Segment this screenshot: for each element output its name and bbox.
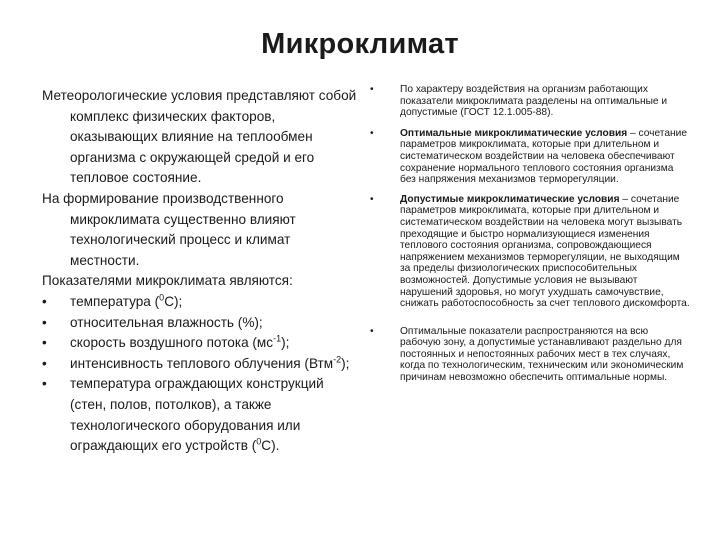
right-item-text: – сочетание параметров микроклимата, которые при длительном и систематическом воздействии на человека обеспечивают сохранение нормального теплового состояния организма без напряжения механизмов терморегуляции.: [400, 127, 687, 186]
bullet-marker: •: [370, 193, 374, 205]
right-item-text: По характеру воздействия на организм работающих показатели микроклимата разделены на оптимальные и допустимые (ГОСТ 12.1.005-88).: [400, 84, 668, 119]
right-item-text: Оптимальные показатели распространяются на всю рабочую зону, а допустимые устанавливают раздельно для постоянных и непостоянных рабочих мест в тех случаях, когда по технологическим, техническим или экономическим причинам невозможно обеспечить оптимальные нормы.: [400, 325, 684, 384]
indicator-superscript: 0: [159, 292, 165, 303]
right-item-text: – сочетание параметров микроклимата, которые при длительном и систематическом воздействии на человека могут вызывать преходящие и быстро нормализующиеся изменения теплового состояния организма, сопровождающиеся напряжением механизмов терморегуляции, не выходящим за пределы физиологических приспособительных возможностей. Допустимые условия не вызывают нарушений здоровья, но могут ухудшать самочувствие, снижать работоспособность за счет теплового дискомфорта.: [400, 193, 690, 310]
indicator-text: интенсивность теплового облучения (Втм: [70, 355, 334, 371]
right-item-scope: [370, 326, 690, 384]
indicator-text: скорость воздушного потока (мс: [70, 335, 274, 351]
right-item-term: Допустимые микроклиматические условия: [400, 193, 620, 205]
right-item-optimal: [370, 128, 690, 186]
indicator-superscript: -1: [273, 333, 282, 344]
paragraph-definition: Метеорологические условия представляют собой комплекс физических факторов, оказывающих влияние на теплообмен организма с окружающей средой и его тепловое состояние.: [42, 88, 357, 186]
indicator-surface-temperature: [42, 374, 360, 456]
indicator-text-tail: С).: [261, 438, 280, 454]
right-column: [370, 84, 690, 394]
bullet-marker: •: [42, 293, 47, 309]
paragraph-factors: На формирование производственного микроклимата существенно влияют технологический процесс и климат местности.: [42, 190, 296, 268]
bullet-marker: •: [42, 355, 47, 371]
right-item-classification: [370, 84, 690, 119]
indicator-text-tail: );: [341, 355, 350, 371]
left-column: [42, 86, 360, 457]
bullet-marker: •: [370, 84, 374, 95]
indicator-text-tail: С);: [164, 293, 183, 309]
indicator-text-tail: );: [281, 335, 290, 351]
indicator-superscript: -2: [333, 354, 342, 365]
indicator-air-speed: [42, 333, 360, 354]
indicator-humidity: [42, 313, 360, 334]
slide-title: Микроклимат: [261, 28, 459, 60]
indicator-text: температура ограждающих конструкций (стен, полов, потолков), а также технологического оборудования или ограждающих его устройств (: [70, 376, 324, 454]
bullet-marker: •: [370, 127, 374, 139]
bullet-marker: •: [370, 325, 374, 337]
indicator-text: относительная влажность (%);: [70, 314, 263, 330]
indicator-superscript: 0: [256, 436, 262, 447]
right-item-permissible: [370, 194, 690, 310]
indicator-thermal-radiation: [42, 354, 360, 375]
bullet-marker: •: [42, 376, 47, 392]
right-item-term: Оптимальные микроклиматические условия: [400, 127, 628, 139]
indicator-temperature: [42, 292, 360, 313]
bullet-marker: •: [42, 335, 47, 351]
bullet-marker: •: [42, 314, 47, 330]
indicator-text: температура (: [70, 293, 160, 309]
paragraph-indicators-intro: Показателями микроклимата являются:: [42, 273, 293, 289]
